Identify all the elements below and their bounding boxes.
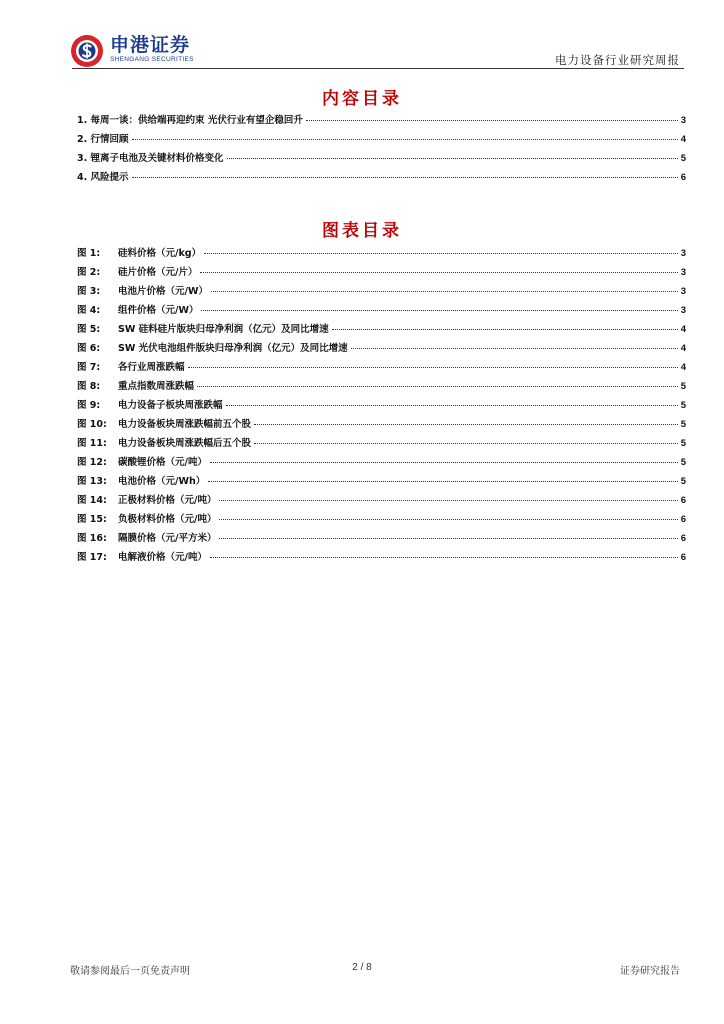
toc-page-number: 5 bbox=[680, 400, 686, 411]
toc-entry-label bbox=[77, 416, 251, 430]
figure-toc-entry[interactable] bbox=[77, 283, 686, 302]
figure-number: 图 13: bbox=[77, 476, 107, 487]
page-number: 2 / 8 bbox=[352, 962, 372, 973]
dot-leader bbox=[208, 481, 677, 482]
toc-entry-text: 电力设备子板块周涨跌幅 bbox=[118, 400, 223, 411]
toc-page-number: 6 bbox=[680, 552, 686, 563]
figure-number: 图 11: bbox=[77, 438, 107, 449]
toc-page-number: 5 bbox=[680, 476, 686, 487]
contents-toc-entry[interactable] bbox=[77, 131, 686, 150]
figure-number: 图 4: bbox=[77, 305, 101, 316]
toc-page-number: 4 bbox=[680, 343, 686, 354]
toc-entry-label bbox=[77, 150, 224, 164]
dot-leader bbox=[188, 367, 678, 368]
toc-page-number: 4 bbox=[680, 324, 686, 335]
toc-entry-label bbox=[77, 473, 205, 487]
toc-page-number: 3 bbox=[680, 267, 686, 278]
disclaimer-note: 敬请参阅最后一页免责声明 bbox=[70, 966, 190, 977]
toc-page-number: 6 bbox=[680, 172, 686, 183]
figure-number: 图 14: bbox=[77, 495, 107, 506]
shengang-logo-icon bbox=[70, 34, 104, 68]
figure-toc-entry[interactable] bbox=[77, 397, 686, 416]
toc-page-number: 3 bbox=[680, 286, 686, 297]
toc-entry-label bbox=[77, 131, 129, 145]
figure-toc-entry[interactable] bbox=[77, 264, 686, 283]
toc-entry-label bbox=[77, 169, 129, 183]
dot-leader bbox=[210, 462, 678, 463]
figure-toc-entry[interactable] bbox=[77, 378, 686, 397]
figure-toc-entry[interactable] bbox=[77, 245, 686, 264]
toc-entry-text: 碳酸锂价格（元/吨） bbox=[118, 457, 207, 468]
figure-number: 图 3: bbox=[77, 286, 101, 297]
figure-toc-entry[interactable] bbox=[77, 435, 686, 454]
figures-title: 图表目录 bbox=[322, 221, 402, 241]
toc-entry-label bbox=[77, 340, 348, 354]
dot-leader bbox=[201, 310, 677, 311]
toc-entry-text: 组件价格（元/W） bbox=[118, 305, 199, 316]
toc-page-number: 3 bbox=[680, 248, 686, 259]
logo-wordmark bbox=[110, 34, 194, 64]
dot-leader bbox=[197, 386, 678, 387]
toc-page-number: 5 bbox=[680, 153, 686, 164]
toc-page-number: 3 bbox=[680, 305, 686, 316]
figure-number: 图 1: bbox=[77, 248, 101, 259]
figure-number: 图 7: bbox=[77, 362, 101, 373]
toc-entry-label bbox=[77, 435, 251, 449]
figure-number: 图 16: bbox=[77, 533, 107, 544]
contents-toc-entry[interactable] bbox=[77, 112, 686, 131]
toc-entry-text: 电解液价格（元/吨） bbox=[118, 552, 207, 563]
dot-leader bbox=[200, 272, 677, 273]
dot-leader bbox=[227, 158, 678, 159]
toc-entry-label bbox=[77, 511, 216, 525]
toc-entry-text: 隔膜价格（元/平方米） bbox=[118, 533, 217, 544]
figure-number: 图 10: bbox=[77, 419, 107, 430]
toc-entry-label bbox=[77, 264, 197, 278]
figure-number: 图 12: bbox=[77, 457, 107, 468]
toc-entry-label bbox=[77, 359, 185, 373]
figure-number: 图 9: bbox=[77, 400, 101, 411]
figure-number: 图 17: bbox=[77, 552, 107, 563]
toc-entry-text: SW 光伏电池组件版块归母净利润（亿元）及同比增速 bbox=[118, 343, 348, 354]
toc-entry-label bbox=[77, 530, 216, 544]
dot-leader bbox=[210, 557, 678, 558]
toc-entry-label bbox=[77, 378, 194, 392]
figure-toc-entry[interactable] bbox=[77, 549, 686, 568]
figure-number: 图 5: bbox=[77, 324, 101, 335]
toc-entry-text: 各行业周涨跌幅 bbox=[118, 362, 185, 373]
figure-toc-entry[interactable] bbox=[77, 321, 686, 340]
dot-leader bbox=[204, 253, 678, 254]
dot-leader bbox=[132, 139, 678, 140]
figure-toc-entry[interactable] bbox=[77, 340, 686, 359]
toc-entry-text: 负极材料价格（元/吨） bbox=[118, 514, 217, 525]
toc-page-number: 5 bbox=[680, 381, 686, 392]
toc-entry-text: 电力设备板块周涨跌幅前五个股 bbox=[118, 419, 252, 430]
toc-entry-text: 重点指数周涨跌幅 bbox=[118, 381, 195, 392]
toc-entry-text: 3. 锂离子电池及关键材料价格变化 bbox=[77, 153, 224, 164]
contents-list bbox=[77, 112, 686, 188]
dot-leader bbox=[211, 291, 678, 292]
toc-page-number: 5 bbox=[680, 419, 686, 430]
toc-entry-label bbox=[77, 454, 207, 468]
figure-toc-entry[interactable] bbox=[77, 530, 686, 549]
toc-entry-label bbox=[77, 245, 201, 259]
figure-toc-entry[interactable] bbox=[77, 454, 686, 473]
toc-entry-label bbox=[77, 549, 207, 563]
toc-page-number: 6 bbox=[680, 495, 686, 506]
dot-leader bbox=[219, 519, 677, 520]
toc-entry-label bbox=[77, 283, 208, 297]
toc-entry-text: 正极材料价格（元/吨） bbox=[118, 495, 217, 506]
toc-entry-text: 硅料价格（元/kg） bbox=[118, 248, 202, 259]
header-divider bbox=[72, 68, 684, 69]
toc-entry-label bbox=[77, 112, 303, 126]
contents-title: 内容目录 bbox=[322, 89, 402, 109]
figure-toc-entry[interactable] bbox=[77, 492, 686, 511]
toc-page-number: 5 bbox=[680, 457, 686, 468]
toc-entry-text: SW 硅料硅片版块归母净利润（亿元）及同比增速 bbox=[118, 324, 329, 335]
toc-entry-label bbox=[77, 321, 329, 335]
figure-toc-entry[interactable] bbox=[77, 416, 686, 435]
dot-leader bbox=[219, 538, 677, 539]
toc-entry-label bbox=[77, 492, 216, 506]
figure-number: 图 2: bbox=[77, 267, 101, 278]
document-type: 证券研究报告 bbox=[620, 966, 680, 977]
toc-entry-text: 4. 风险提示 bbox=[77, 172, 129, 183]
toc-entry-text: 电力设备板块周涨跌幅后五个股 bbox=[118, 438, 252, 449]
dot-leader bbox=[351, 348, 678, 349]
page-footer bbox=[0, 962, 724, 982]
dot-leader bbox=[219, 500, 677, 501]
logo-en-text: SHENGANG SECURITIES bbox=[110, 56, 194, 63]
report-type-label: 电力设备行业研究周报 bbox=[555, 53, 680, 67]
figures-list bbox=[77, 245, 686, 568]
figure-toc-entry[interactable] bbox=[77, 359, 686, 378]
toc-page-number: 5 bbox=[680, 438, 686, 449]
toc-page-number: 4 bbox=[680, 134, 686, 145]
toc-entry-text: 电池价格（元/Wh） bbox=[118, 476, 206, 487]
contents-toc-entry[interactable] bbox=[77, 169, 686, 188]
figure-number: 图 15: bbox=[77, 514, 107, 525]
toc-page-number: 6 bbox=[680, 533, 686, 544]
toc-entry-text: 1. 每周一谈：供给端再迎约束 光伏行业有望企稳回升 bbox=[77, 115, 303, 126]
toc-entry-text: 电池片价格（元/W） bbox=[118, 286, 208, 297]
logo-cn-text: 申港证券 bbox=[110, 34, 191, 56]
toc-entry-text: 2. 行情回顾 bbox=[77, 134, 129, 145]
dot-leader bbox=[254, 443, 678, 444]
dot-leader bbox=[306, 120, 678, 121]
figure-number: 图 6: bbox=[77, 343, 101, 354]
figure-toc-entry[interactable] bbox=[77, 511, 686, 530]
dot-leader bbox=[254, 424, 678, 425]
toc-entry-label bbox=[77, 302, 198, 316]
dot-leader bbox=[132, 177, 678, 178]
figure-toc-entry[interactable] bbox=[77, 302, 686, 321]
figure-number: 图 8: bbox=[77, 381, 101, 392]
page-header bbox=[0, 0, 724, 72]
toc-page-number: 6 bbox=[680, 514, 686, 525]
dot-leader bbox=[332, 329, 678, 330]
contents-toc-entry[interactable] bbox=[77, 150, 686, 169]
toc-page-number: 4 bbox=[680, 362, 686, 373]
figure-toc-entry[interactable] bbox=[77, 473, 686, 492]
toc-entry-label bbox=[77, 397, 223, 411]
toc-page-number: 3 bbox=[680, 115, 686, 126]
toc-entry-text: 硅片价格（元/片） bbox=[118, 267, 198, 278]
dot-leader bbox=[226, 405, 678, 406]
